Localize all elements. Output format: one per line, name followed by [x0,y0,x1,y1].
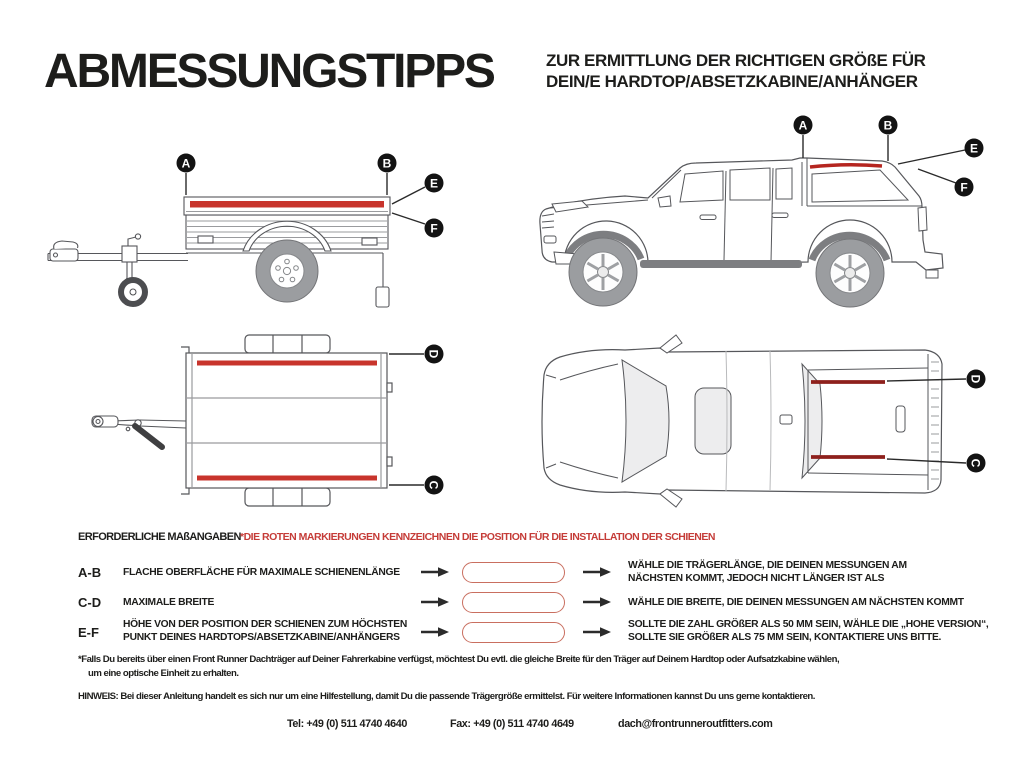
arrow-right-icon [582,596,612,608]
marker-c [425,476,444,495]
marker-d [967,370,986,389]
asterisk-footnote-line-1: *Falls Du bereits über einen Front Runner Dachträger auf Deiner Fahrerkabine verfügst, möchtest Du evtl. die gleiche Breite für den Träger auf Deinem Hardtop oder Aufsatzkabine wählen, [78,654,840,665]
svg-text:F: F [960,180,968,195]
arrow-right-icon [420,596,450,608]
row-instruction-ef: SOLLTE DIE ZAHL GRÖßER ALS 50 MM SEIN, WÄHLE DIE „HOHE VERSION“, SOLLTE SIE GRÖßER ALS 75 MM SEIN, KONTAKTIERE UNS BITTE. [628,619,989,643]
svg-text:B: B [382,156,392,171]
subtitle-line-1: ZUR ERMITTLUNG DER RICHTIGEN GRÖßE FÜR [546,51,926,70]
svg-text:A: A [798,118,808,133]
trailer-top-view-diagram [40,333,500,523]
marker-c [967,454,986,473]
svg-text:A: A [181,156,191,171]
row-instruction-ab: WÄHLE DIE TRÄGERLÄNGE, DIE DEINEN MESSUNGEN AM NÄCHSTEN KOMMT, JEDOCH NICHT LÄNGER IST ALS [628,560,907,584]
rail-position-marking-trailer-side [190,201,384,208]
contact-fax: Fax: +49 (0) 511 4740 4649 [450,718,574,730]
arrow-right-icon [582,626,612,638]
marker-a [177,154,196,173]
arrow-right-icon [420,566,450,578]
row-description-ab: FLACHE OBERFLÄCHE FÜR MAXIMALE SCHIENENLÄNGE [123,567,400,578]
marker-d [425,345,444,364]
truck-top-view-diagram [530,330,1000,525]
required-measurements-heading: ERFORDERLICHE MAßANGABEN [78,531,241,543]
running-board [640,260,802,268]
marker-f [425,219,444,238]
truck-front-wheel [569,238,637,306]
trailer-drawbar [48,234,188,291]
svg-text:C: C [968,458,983,468]
truck-side-view-diagram [530,112,1000,324]
truck-top-body [542,348,942,494]
marker-a [794,116,813,135]
arrow-right-icon [582,566,612,578]
marker-leader-lines [389,354,424,485]
svg-text:E: E [969,141,979,156]
truck-rear-wheel [816,239,884,307]
marker-b [378,154,397,173]
page-title: ABMESSUNGSTIPPS [44,45,494,98]
svg-text:F: F [430,221,438,236]
row-description-ef: HÖHE VON DER POSITION DER SCHIENEN ZUM HÖCHSTEN PUNKT DEINES HARDTOPS/ABSETZKABINE/ANHÄNGERS [123,619,407,643]
row-description-cd: MAXIMALE BREITE [123,597,215,608]
contact-tel: Tel: +49 (0) 511 4740 4640 [287,718,407,730]
measurement-entry-field-ab [462,562,565,583]
trailer-side-view-diagram [40,120,470,332]
row-label-cd: C-D [78,595,102,610]
hinweis-note: HINWEIS: Bei dieser Anleitung handelt es sich nur um eine Hilfestellung, damit Du die passende Trägergröße ermittelst. Für weitere Informationen kannst Du uns gerne kontaktieren. [78,691,815,702]
page-subtitle [546,50,926,92]
row-label-ab: A-B [78,565,102,580]
svg-text:C: C [426,480,441,490]
svg-text:D: D [426,349,441,359]
trailer-wheel [256,240,318,302]
contact-email: dach@frontrunneroutfitters.com [618,718,773,730]
marker-e [965,139,984,158]
arrow-right-icon [420,626,450,638]
red-markings-note: *DIE ROTEN MARKIERUNGEN KENNZEICHNEN DIE POSITION FÜR DIE INSTALLATION DER SCHIENEN [240,531,715,543]
measurement-entry-field-ef [462,622,565,643]
trailer-top-drawbar [92,416,186,447]
marker-b [879,116,898,135]
svg-text:B: B [883,118,893,133]
asterisk-footnote-line-2: um eine optische Einheit zu erhalten. [88,668,239,679]
marker-f [955,178,974,197]
svg-text:D: D [968,374,983,384]
marker-e [425,174,444,193]
measurement-entry-field-cd [462,592,565,613]
row-instruction-cd: WÄHLE DIE BREITE, DIE DEINEN MESSUNGEN AM NÄCHSTEN KOMMT [628,597,964,608]
svg-text:E: E [429,176,439,191]
row-label-ef: E-F [78,625,99,640]
subtitle-line-2: DEIN/E HARDTOP/ABSETZKABINE/ANHÄNGER [546,72,918,91]
